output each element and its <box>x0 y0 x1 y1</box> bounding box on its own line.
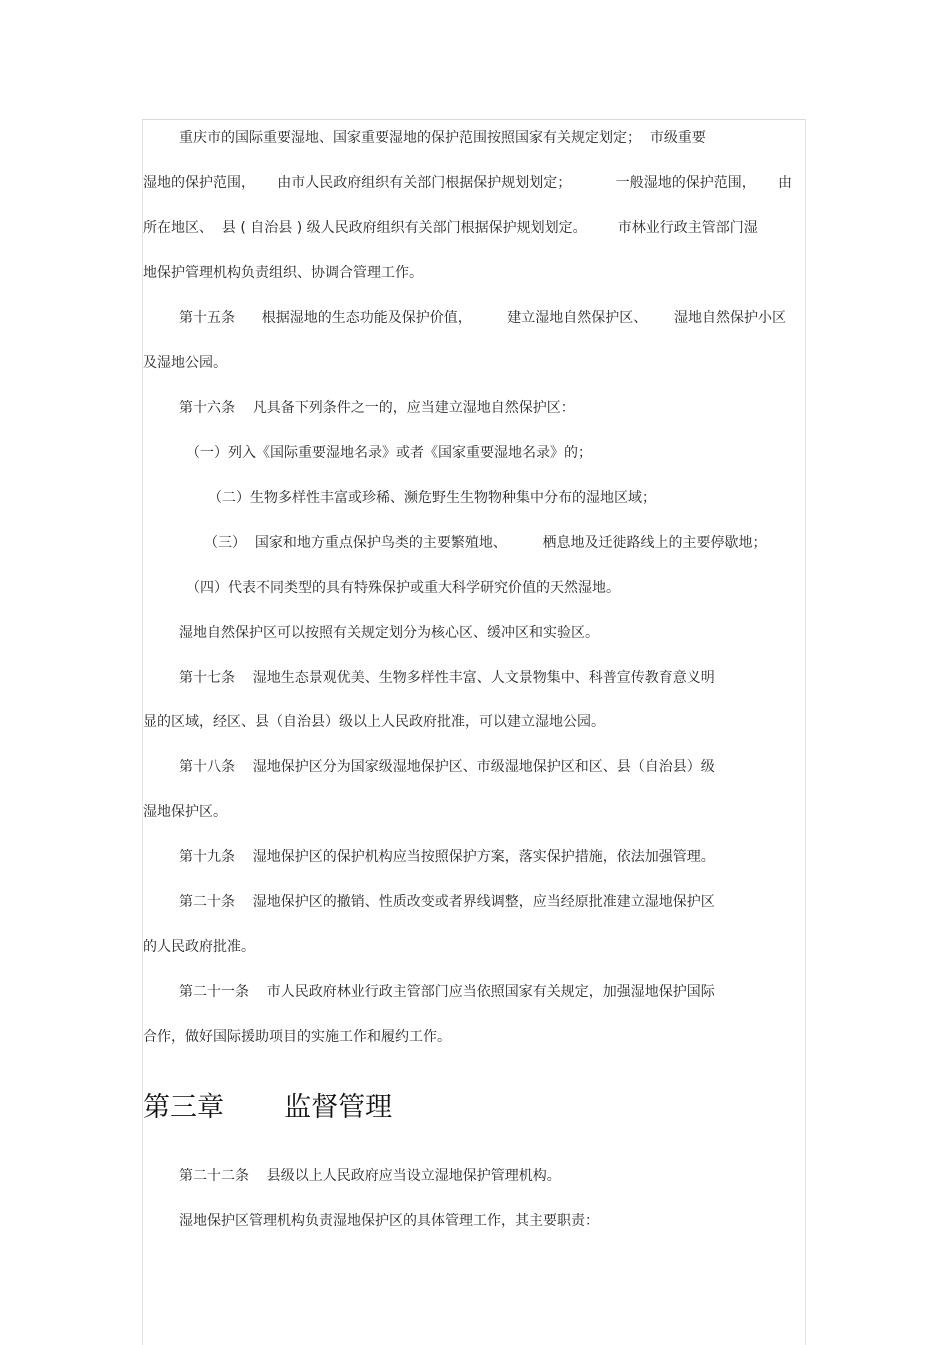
text-line: 第十七条 湿地生态景观优美、生物多样性丰富、人文景物集中、科普宣传教育意义明 <box>179 670 715 686</box>
text-line: 湿地保护区管理机构负责湿地保护区的具体管理工作，其主要职责： <box>179 1213 599 1229</box>
text-line: 第十五条 根据湿地的生态功能及保护价值， 建立湿地自然保护区、 湿地自然保护小区 <box>179 310 787 326</box>
text-line: 第十八条 湿地保护区分为国家级湿地保护区、市级湿地保护区和区、县（自治县）级 <box>179 759 715 775</box>
text-line: 第二十一条 市人民政府林业行政主管部门应当依照国家有关规定，加强湿地保护国际 <box>179 984 715 1000</box>
text-line: 湿地自然保护区可以按照有关规定划分为核心区、缓冲区和实验区。 <box>179 625 599 641</box>
chapter-heading: 第三章 监督管理 <box>143 1092 393 1123</box>
text-line: 显的区域，经区、县（自治县）级以上人民政府批准，可以建立湿地公园。 <box>143 714 605 730</box>
text-line: 地保护管理机构负责组织、协调合管理工作。 <box>143 265 423 281</box>
text-line: 的人民政府批准。 <box>143 939 255 955</box>
text-line: 第二十条 湿地保护区的撤销、性质改变或者界线调整，应当经原批准建立湿地保护区 <box>179 894 715 910</box>
text-line: 所在地区、 县 ( 自治县 ) 级人民政府组织有关部门根据保护规划划定。 市林业行政主管部门湿 <box>143 220 758 236</box>
text-line: 及湿地公园。 <box>143 355 227 371</box>
text-line: （二）生物多样性丰富或珍稀、濒危野生生物物种集中分布的湿地区域； <box>208 490 656 506</box>
page-frame <box>142 119 806 1345</box>
text-line: 重庆市的国际重要湿地、国家重要湿地的保护范围按照国家有关规定划定； 市级重要 <box>179 130 706 146</box>
text-line: （三） 国家和地方重点保护鸟类的主要繁殖地、 栖息地及迁徙路线上的主要停歇地； <box>204 535 767 551</box>
text-line: 第二十二条 县级以上人民政府应当设立湿地保护管理机构。 <box>179 1168 561 1184</box>
text-line: 第十六条 凡具备下列条件之一的，应当建立湿地自然保护区： <box>179 400 575 416</box>
text-line: 湿地保护区。 <box>143 804 227 820</box>
text-line: （四）代表不同类型的具有特殊保护或重大科学研究价值的天然湿地。 <box>186 580 620 596</box>
text-line: 第十九条 湿地保护区的保护机构应当按照保护方案，落实保护措施，依法加强管理。 <box>179 849 715 865</box>
text-line: 湿地的保护范围， 由市人民政府组织有关部门根据保护规划划定； 一般湿地的保护范围， 由 <box>143 175 793 191</box>
text-line: （一）列入《国际重要湿地名录》或者《国家重要湿地名录》的； <box>186 445 592 461</box>
text-line: 合作，做好国际援助项目的实施工作和履约工作。 <box>143 1029 451 1045</box>
